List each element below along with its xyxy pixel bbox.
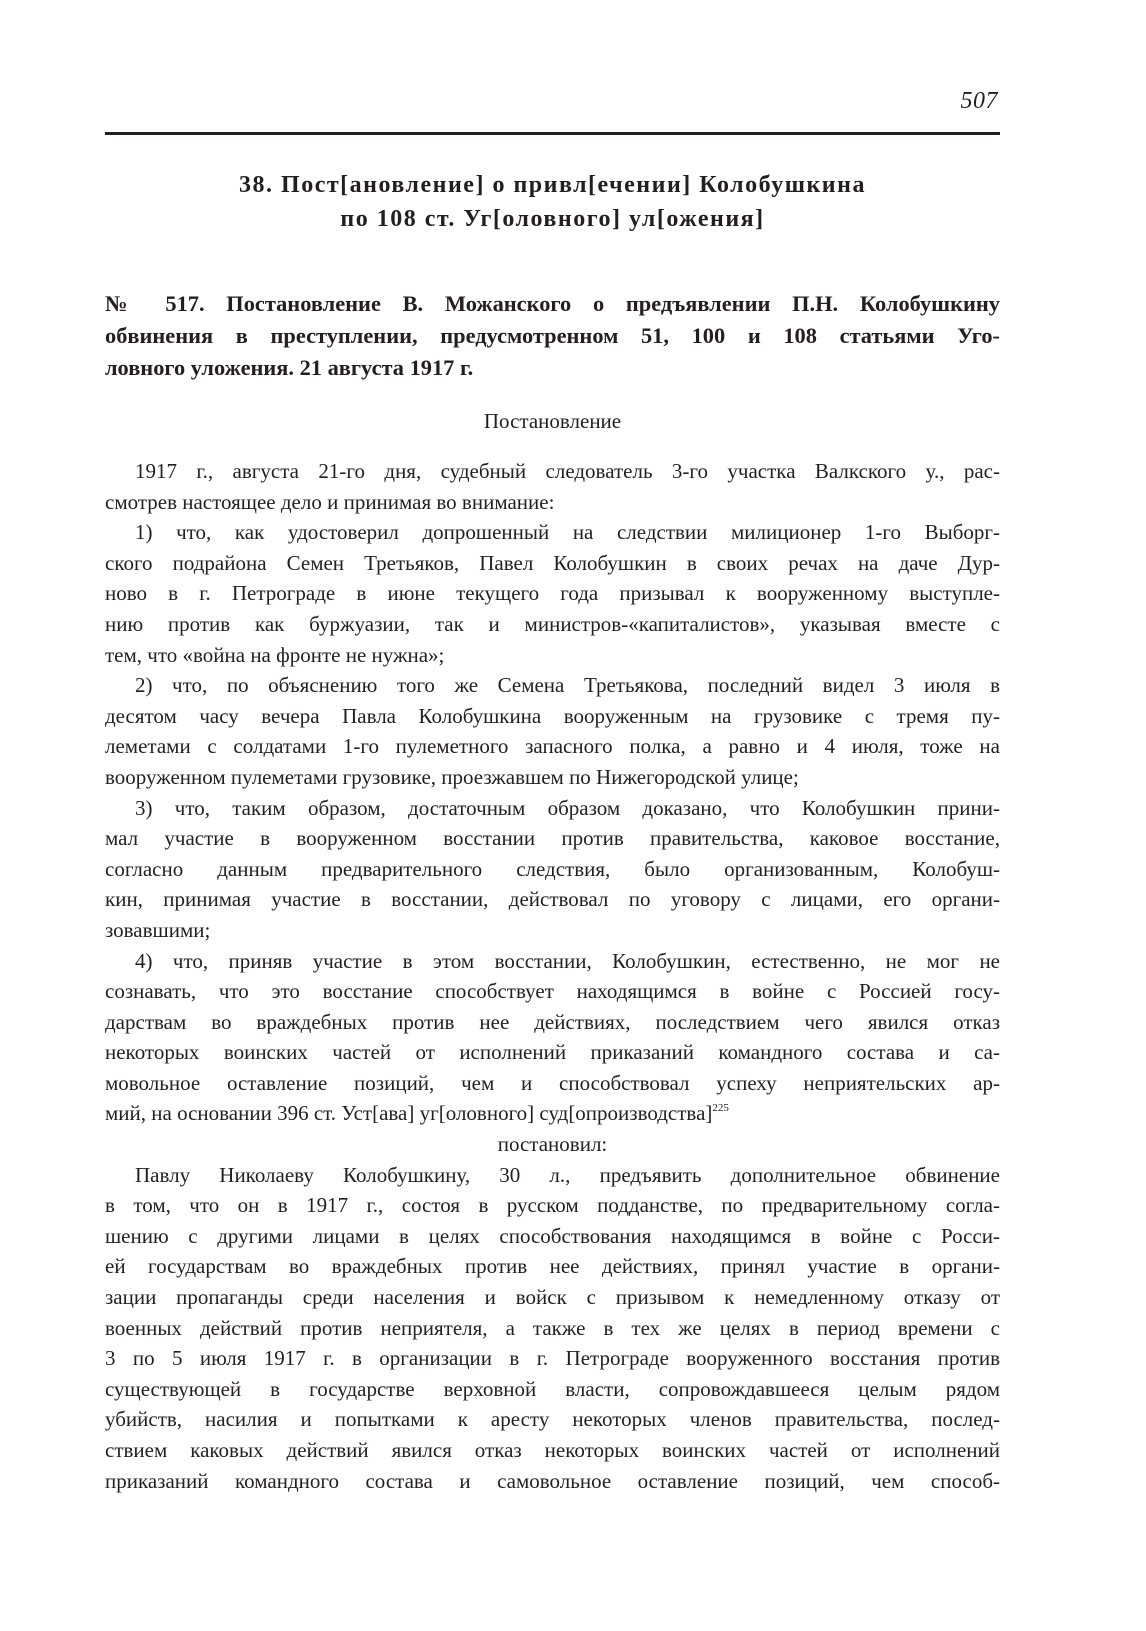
section-title <box>105 168 1000 236</box>
body-line: 3 по 5 июля 1917 г. в организации в г. Петрограде вооруженного восстания против <box>105 1346 1000 1371</box>
body-line: леметами с солдатами 1-го пулеметного запасного полка, а равно и 4 июля, тоже на <box>105 734 1000 759</box>
body-line: ей государствам во враждебных против нее действиях, принял участие в органи- <box>105 1254 1000 1279</box>
body-line: в том, что он в 1917 г., состоя в русском подданстве, по предварительному согла- <box>105 1193 1000 1218</box>
document-heading-line: ловного уложения. 21 августа 1917 г. <box>105 355 474 380</box>
body-line: дарствам во враждебных против нее действиях, последствием чего явился отказ <box>105 1009 1000 1034</box>
body-line: смотрев настоящее дело и принимая во внимание: <box>105 489 555 514</box>
body-line: кин, принимая участие в восстании, действовал по уговору с лицами, его органи- <box>105 887 1000 912</box>
section-title-line: 38. Пост[ановление] о привл[ечении] Колобушкина <box>239 172 866 198</box>
footnote-reference: 225 <box>712 1102 729 1115</box>
body-line: военных действий против неприятеля, а также в тех же целях в период времени с <box>105 1315 1000 1340</box>
body-line: ново в г. Петрограде в июне текущего года призывал к вооруженному выступле- <box>105 581 1000 606</box>
body-line: мал участие в вооруженном восстании против правительства, каковое восстание, <box>105 826 1000 851</box>
body-line: существующей в государстве верховной власти, сопровождавшееся целым рядом <box>105 1376 1000 1401</box>
body-line: ствием каковых действий явился отказ некоторых воинских частей от исполнений <box>105 1438 1000 1462</box>
body-line-with-footnote <box>105 1098 1000 1129</box>
body-line: мовольное оставление позиций, чем и способствовал успеху неприятельских ар- <box>105 1070 1000 1095</box>
body-line: зовавшими; <box>105 917 211 942</box>
body-line: 1) что, как удостоверил допрошенный на следствии милиционер 1-го Выборг- <box>135 520 1000 545</box>
body-line: сознавать, что это восстание способствует находящимся в войне с Россией госу- <box>105 979 1000 1004</box>
document-body <box>105 456 1000 1496</box>
resolution-word: постановил: <box>497 1132 608 1157</box>
section-title-line: по 108 ст. Уг[оловного] ул[ожения] <box>340 206 765 232</box>
body-line: согласно данным предварительного следствия, было организованным, Колобуш- <box>105 856 1000 881</box>
body-line: 2) что, по объяснению того же Семена Третьякова, последний видел 3 июля в <box>135 673 1000 698</box>
body-line: некоторых воинских частей от исполнений приказаний командного состава и са- <box>105 1040 1000 1065</box>
body-line: ского подрайона Семен Третьяков, Павел Колобушкин в своих речах на даче Дур- <box>105 550 1000 575</box>
body-line: 4) что, приняв участие в этом восстании, Колобушкин, естественно, не мог не <box>135 948 1000 973</box>
document-subtitle: Постановление <box>483 409 622 433</box>
body-line: десятом часу вечера Павла Колобушкина вооруженным на грузовике с тремя пу- <box>105 703 1000 728</box>
body-line: 1917 г., августа 21-го дня, судебный следователь 3-го участка Валкского у., рас- <box>135 459 1000 483</box>
body-line: приказаний командного состава и самовольное оставление позиций, чем способ- <box>105 1468 1000 1493</box>
header-rule <box>105 132 1000 135</box>
body-line: нию против как буржуазии, так и министров-«капиталистов», указывая вместе с <box>105 611 1000 636</box>
body-line: Павлу Николаеву Колобушкину, 30 л., предъявить дополнительное обвинение <box>135 1162 1000 1187</box>
page-number: 507 <box>960 88 998 114</box>
body-line: шению с другими лицами в целях способствования находящимся в войне с Росси- <box>105 1223 1000 1248</box>
body-line: убийств, насилия и попытками к аресту некоторых членов правительства, послед- <box>105 1407 1000 1432</box>
document-heading-line: № 517. Постановление В. Можанского о предъявлении П.Н. Колобушкину <box>105 291 1000 316</box>
body-line: тем, что «война на фронте не нужна»; <box>105 642 445 667</box>
document-heading <box>105 288 1000 384</box>
body-line: 3) что, таким образом, достаточным образом доказано, что Колобушкин прини- <box>135 795 1000 820</box>
body-line: вооруженном пулеметами грузовике, проезжавшем по Нижегородской улице; <box>105 764 799 789</box>
document-heading-line: обвинения в преступлении, предусмотренном 51, 100 и 108 статьями Уго- <box>105 323 1000 348</box>
body-line: зации пропаганды среди населения и войск с призывом к немедленному отказу от <box>105 1285 1000 1310</box>
body-line: мий, на основании 396 ст. Уст[ава] уг[оловного] суд[опроизводства] <box>105 1101 713 1126</box>
